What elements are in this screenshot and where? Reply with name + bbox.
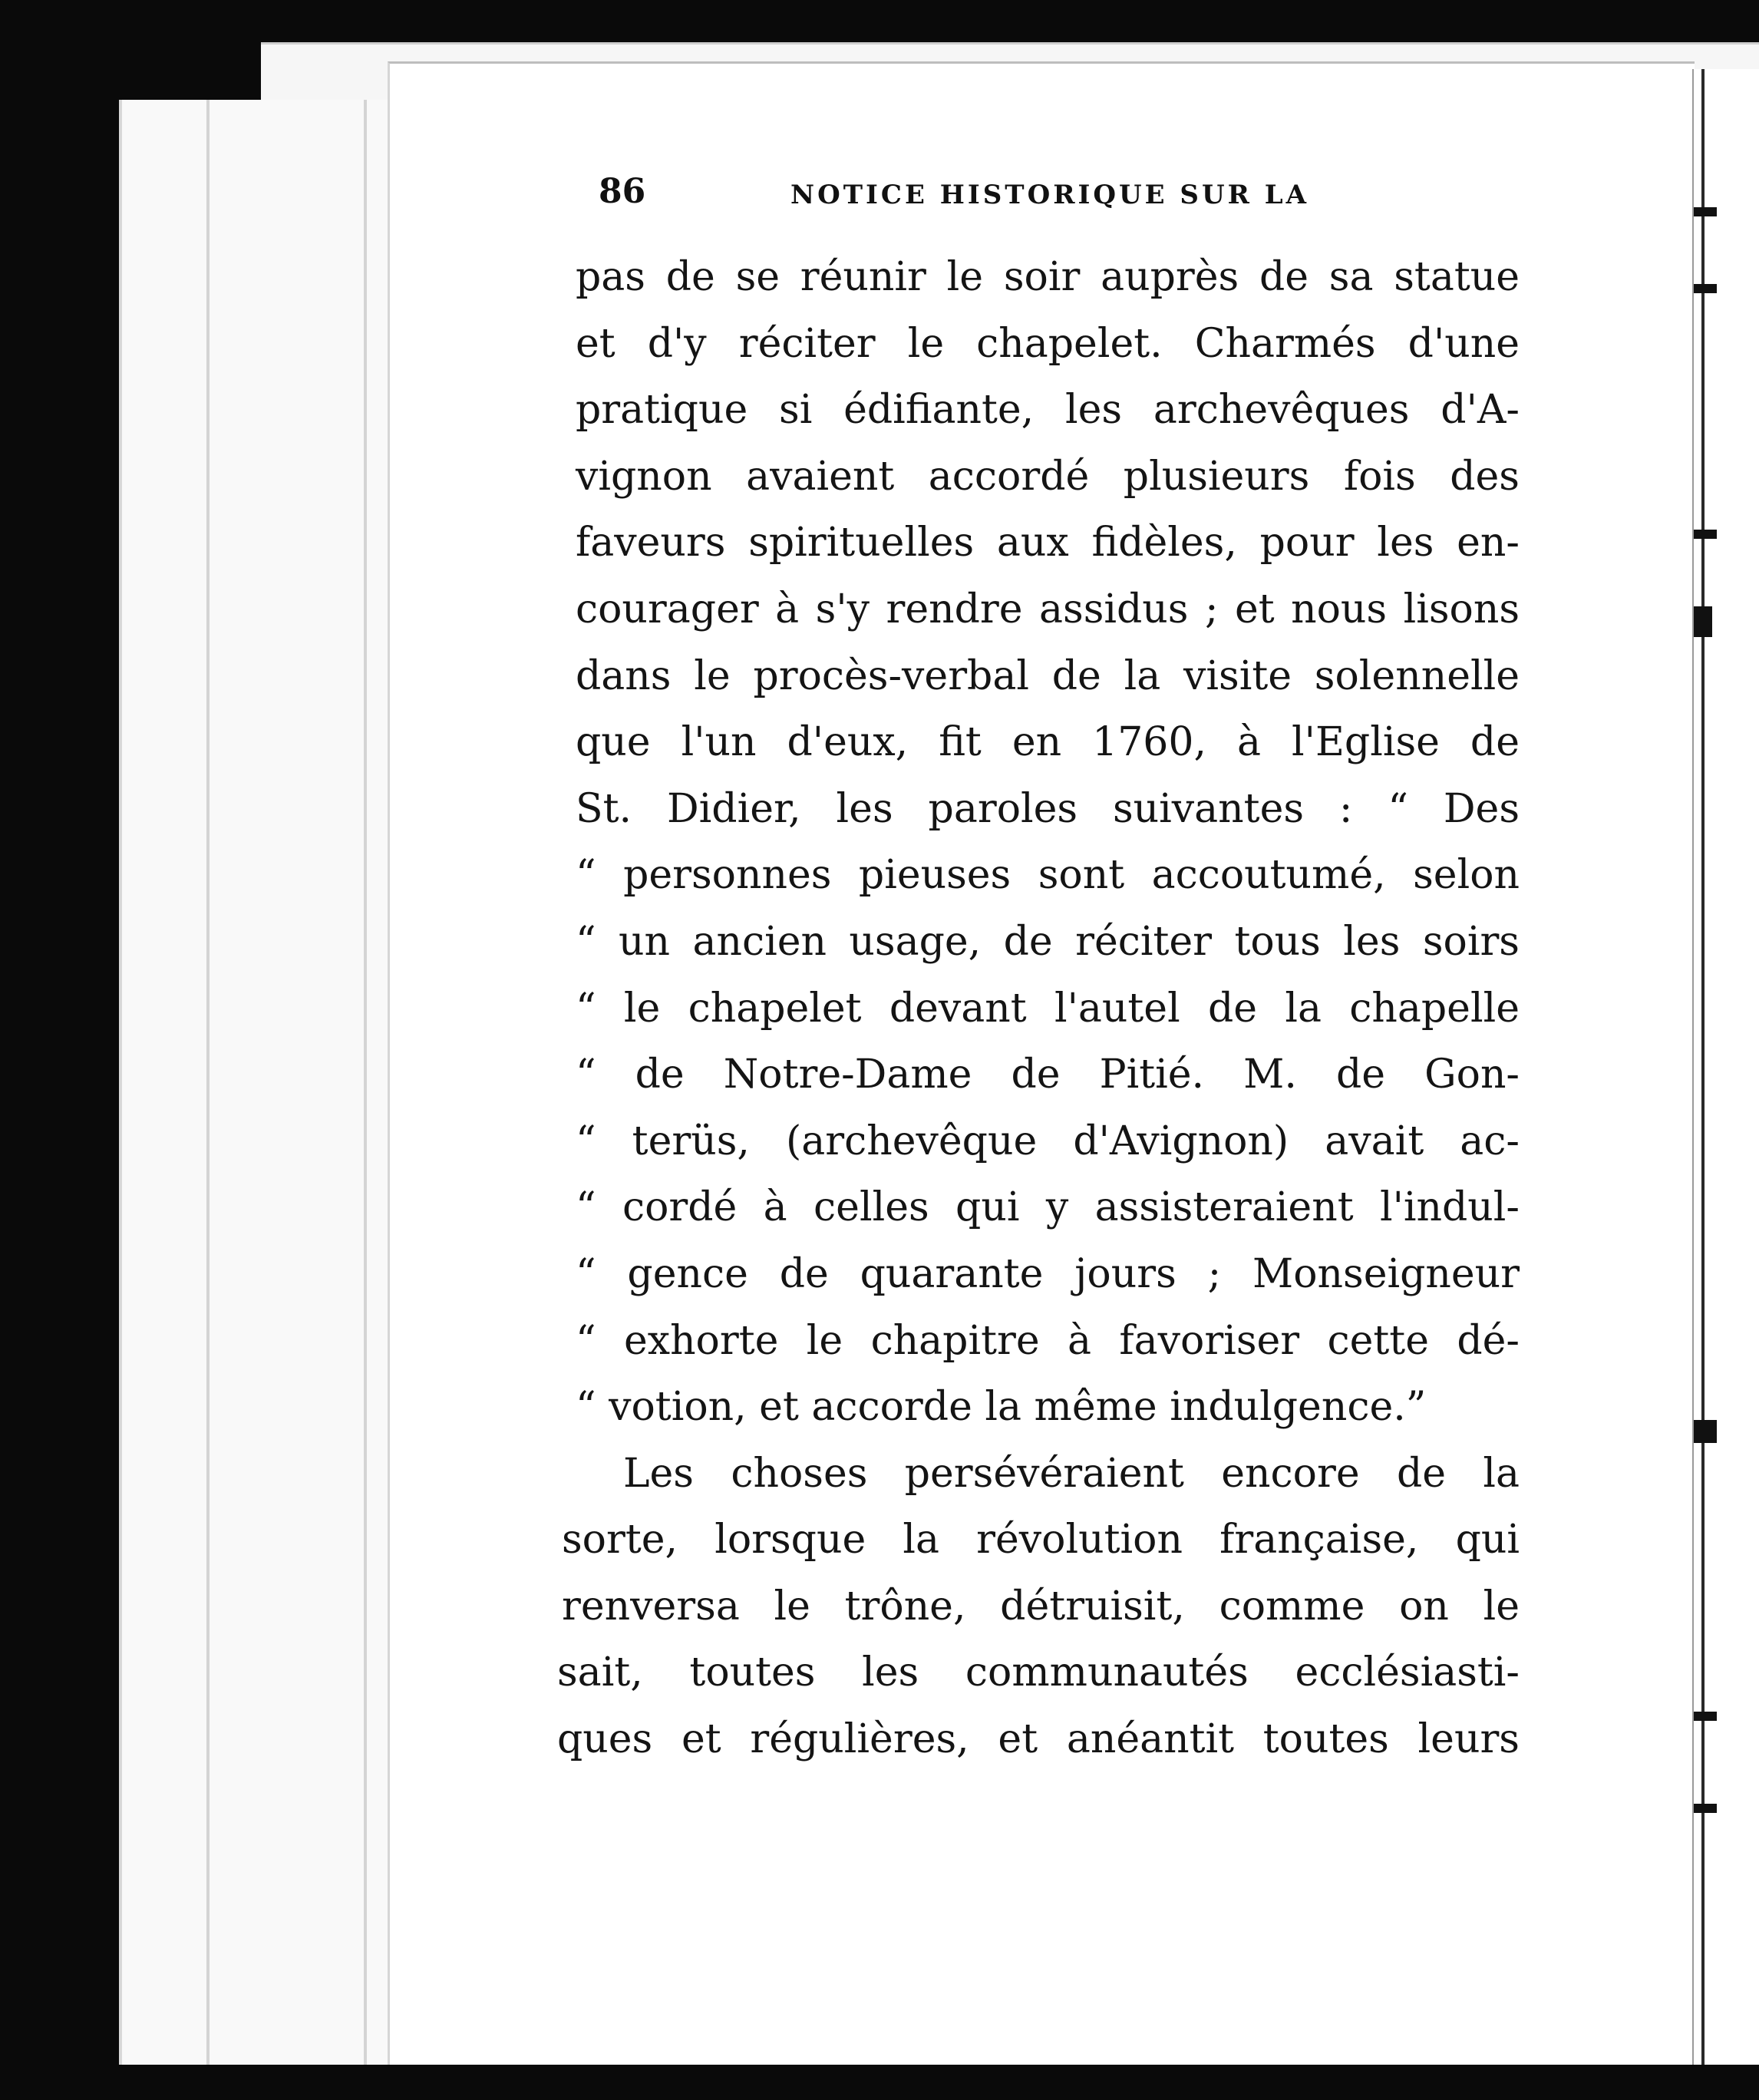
text-line: pratique si édifiante, les archevêques d'A- <box>576 387 1520 434</box>
running-title: NOTICE HISTORIQUE SUR LA <box>790 180 1309 210</box>
quoted-line: “ terüs, (archevêque d'Avignon) avait ac- <box>576 1118 1520 1164</box>
text-line: pas de se réunir le soir auprès de sa statue <box>576 254 1520 300</box>
quoted-line: “ gence de quarante jours ; Monseigneur <box>576 1250 1520 1297</box>
quoted-line: “ votion, et accorde la même indulgence.” <box>576 1384 1427 1431</box>
binding-mark <box>1694 284 1717 293</box>
binding-rule <box>1701 69 1705 2065</box>
paper-stack-left <box>119 100 414 2065</box>
quoted-line: “ le chapelet devant l'autel de la chapelle <box>576 985 1520 1032</box>
binding-mark <box>1694 1712 1717 1721</box>
text-line: vignon avaient accordé plusieurs fois des <box>576 453 1520 500</box>
text-line: sorte, lorsque la révolution française, qui <box>562 1517 1520 1563</box>
text-line: que l'un d'eux, fit en 1760, à l'Eglise de <box>576 719 1520 766</box>
scan-border-bottom <box>119 2065 1759 2100</box>
binding-mark <box>1694 207 1717 216</box>
page-number: 86 <box>599 172 646 211</box>
text-line: St. Didier, les paroles suivantes : “ Des <box>576 785 1520 832</box>
text-line: sait, toutes les communautés ecclésiasti- <box>557 1649 1520 1696</box>
quoted-line: “ de Notre-Dame de Pitié. M. de Gon- <box>576 1052 1520 1098</box>
quoted-line: “ un ancien usage, de réciter tous les soirs <box>576 918 1520 965</box>
binding-strip <box>1692 69 1759 2065</box>
quoted-line: “ cordé à celles qui y assisteraient l'indul- <box>576 1184 1520 1231</box>
quoted-line: “ personnes pieuses sont accoutumé, selon <box>576 852 1520 899</box>
binding-mark <box>1694 1420 1717 1443</box>
page-header <box>599 170 1366 216</box>
paper-edge <box>364 100 367 2065</box>
quoted-line: “ exhorte le chapitre à favoriser cette dé- <box>576 1317 1520 1364</box>
text-line: et d'y réciter le chapelet. Charmés d'une <box>576 320 1520 367</box>
binding-mark <box>1694 606 1712 637</box>
paragraph-start-line: Les choses persévéraient encore de la <box>623 1450 1520 1497</box>
paper-edge <box>206 100 210 2065</box>
binding-mark <box>1694 530 1717 539</box>
text-line: ques et régulières, et anéantit toutes leurs <box>557 1716 1520 1763</box>
text-line: faveurs spirituelles aux fidèles, pour les en- <box>576 520 1520 566</box>
body-text <box>557 244 1520 1773</box>
text-line: courager à s'y rendre assidus ; et nous lisons <box>576 586 1520 632</box>
text-line: renversa le trône, détruisit, comme on le <box>562 1583 1520 1629</box>
binding-mark <box>1694 1804 1717 1813</box>
text-line: dans le procès-verbal de la visite solennelle <box>576 652 1520 699</box>
